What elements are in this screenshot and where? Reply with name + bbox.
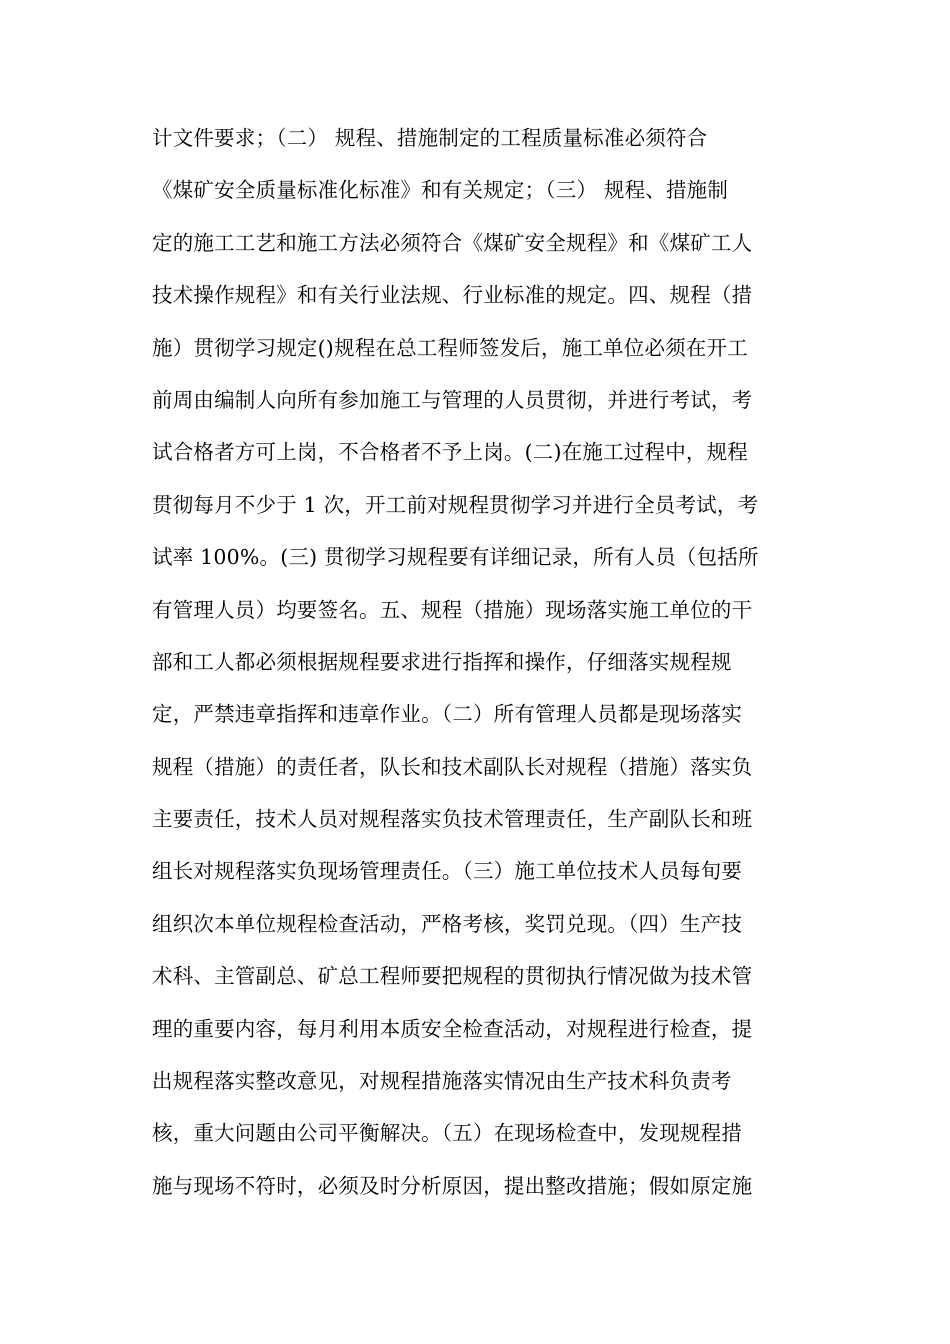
text-line: 计文件要求；（二） 规程、措施制定的工程质量标准必须符合 — [152, 126, 708, 150]
text-line: 定，严禁违章指挥和违章作业。（二）所有管理人员都是现场落实 — [152, 702, 743, 727]
body-text — [152, 118, 812, 1218]
text-line: 出规程落实整改意见，对规程措施落实情况由生产技术科负责考 — [152, 1069, 732, 1094]
text-line: 《煤矿安全质量标准化标准》和有关规定；（三） 规程、措施制 — [152, 178, 729, 203]
text-line: 术科、主管副总、矿总工程师要把规程的贯彻执行情况做为技术管 — [152, 964, 753, 989]
text-line: 部和工人都必须根据规程要求进行指挥和操作，仔细落实规程规 — [152, 649, 732, 674]
text-line: 前周由编制人向所有参加施工与管理的人员贯彻，并进行考试，考 — [152, 387, 753, 412]
text-line: 规程（措施）的责任者，队长和技术副队长对规程（措施）落实负 — [152, 754, 753, 779]
text-line: 核，重大问题由公司平衡解决。（五）在现场检查中，发现规程措 — [152, 1121, 743, 1146]
text-line: 组织次本单位规程检查活动，严格考核，奖罚兑现。（四）生产技 — [152, 911, 743, 936]
text-line: 组长对规程落实负现场管理责任。（三）施工单位技术人员每旬要 — [152, 859, 743, 884]
text-line: 理的重要内容，每月利用本质安全检查活动，对规程进行检查，提 — [152, 1016, 753, 1041]
text-line: 试合格者方可上岗，不合格者不予上岗。(二)在施工过程中，规程 — [152, 440, 748, 465]
text-line: 技术操作规程》和有关行业法规、行业标准的规定。四、规程（措 — [152, 283, 753, 308]
text-line: 有管理人员）均要签名。五、规程（措施）现场落实施工单位的干 — [152, 597, 753, 622]
text-line: 试率 100%。(三) 贯彻学习规程要有详细记录，所有人员（包括所 — [152, 545, 759, 570]
text-line: 主要责任，技术人员对规程落实负技术管理责任，生产副队长和班 — [152, 807, 753, 832]
text-line: 施）贯彻学习规定()规程在总工程师签发后，施工单位必须在开工 — [152, 335, 748, 360]
text-line: 贯彻每月不少于 1 次，开工前对规程贯彻学习并进行全员考试，考 — [152, 492, 759, 517]
text-line: 施与现场不符时，必须及时分析原因，提出整改措施；假如原定施 — [152, 1173, 753, 1198]
text-line: 定的施工工艺和施工方法必须符合《煤矿安全规程》和《煤矿工人 — [152, 230, 753, 255]
